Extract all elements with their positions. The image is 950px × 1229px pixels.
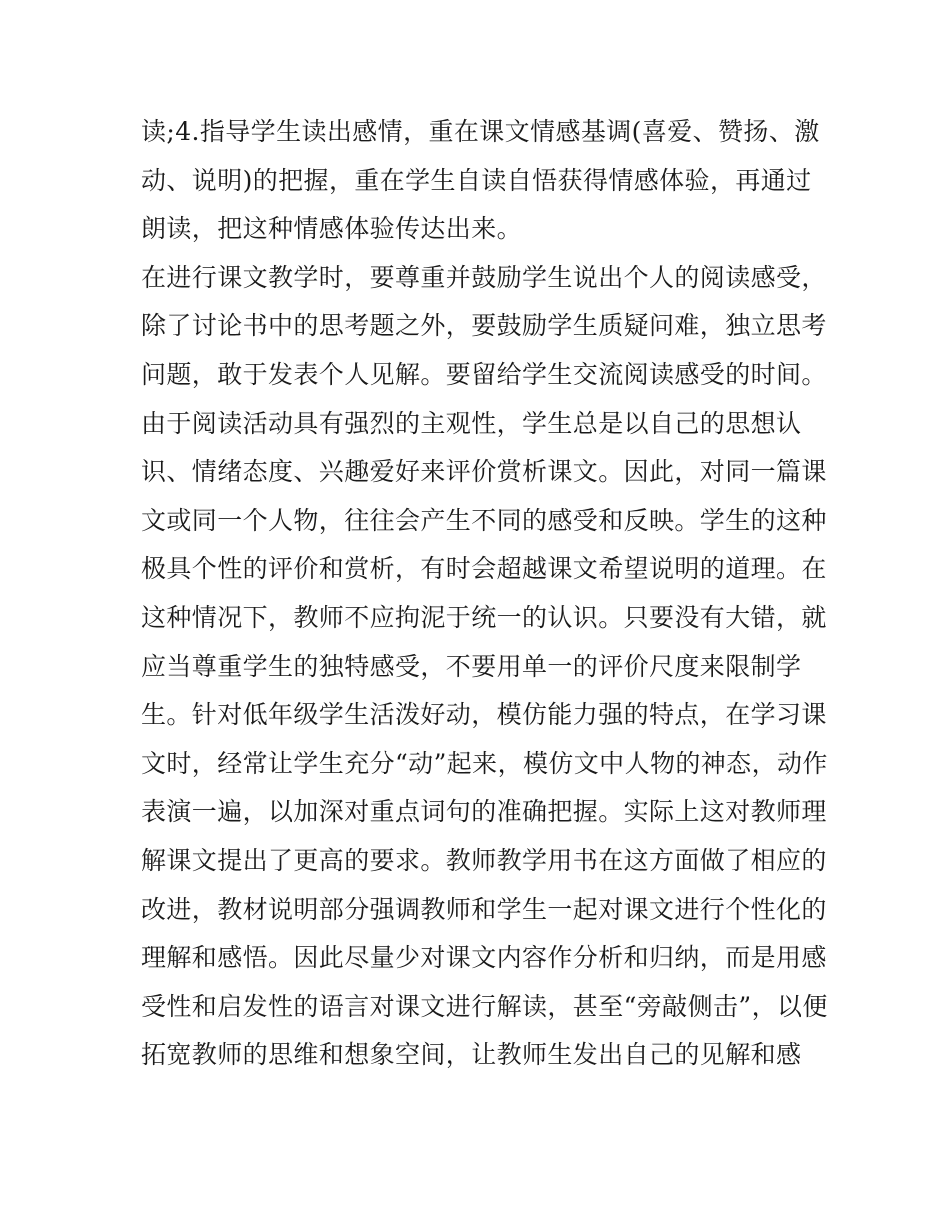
text-line: 问题，敢于发表个人见解。要留给学生交流阅读感受的时间。 xyxy=(141,359,827,389)
text-line: 在进行课文教学时，要尊重并鼓励学生说出个人的阅读感受， xyxy=(141,262,827,292)
text-line: 表演一遍，以加深对重点词句的准确把握。实际上这对教师理 xyxy=(141,797,827,827)
text-line: 应当尊重学生的独特感受，不要用单一的评价尺度来限制学 xyxy=(141,651,802,681)
body-text xyxy=(141,108,828,1080)
text-line: 文时，经常让学生充分“动”起来，模仿文中人物的神态，动作 xyxy=(141,748,828,778)
text-line: 除了讨论书中的思考题之外，要鼓励学生质疑问难，独立思考 xyxy=(141,311,827,341)
text-line: 生。针对低年级学生活泼好动，模仿能力强的特点，在学习课 xyxy=(141,700,827,730)
text-line: 拓宽教师的思维和想象空间，让教师生发出自己的见解和感 xyxy=(141,1040,802,1070)
text-line: 改进，教材说明部分强调教师和学生一起对课文进行个性化的 xyxy=(141,894,827,924)
text-line: 由于阅读活动具有强烈的主观性，学生总是以自己的思想认 xyxy=(141,408,802,438)
text-line: 极具个性的评价和赏析，有时会超越课文希望说明的道理。在 xyxy=(141,554,827,584)
text-line: 文或同一个人物，往往会产生不同的感受和反映。学生的这种 xyxy=(141,505,827,535)
text-line: 动、说明)的把握，重在学生自读自悟获得情感体验，再通过 xyxy=(141,165,812,195)
text-line: 受性和启发性的语言对课文进行解读，甚至“旁敲侧击”，以便 xyxy=(141,991,828,1021)
text-line: 朗读，把这种情感体验传达出来。 xyxy=(141,214,523,244)
text-line: 读;4.指导学生读出感情，重在课文情感基调(喜爱、赞扬、激 xyxy=(141,117,820,146)
text-line: 理解和感悟。因此尽量少对课文内容作分析和归纳，而是用感 xyxy=(141,943,827,973)
text-line: 识、情绪态度、兴趣爱好来评价赏析课文。因此，对同一篇课 xyxy=(141,457,827,487)
text-line: 解课文提出了更高的要求。教师教学用书在这方面做了相应的 xyxy=(141,845,827,875)
text-line: 这种情况下，教师不应拘泥于统一的认识。只要没有大错，就 xyxy=(141,602,827,632)
